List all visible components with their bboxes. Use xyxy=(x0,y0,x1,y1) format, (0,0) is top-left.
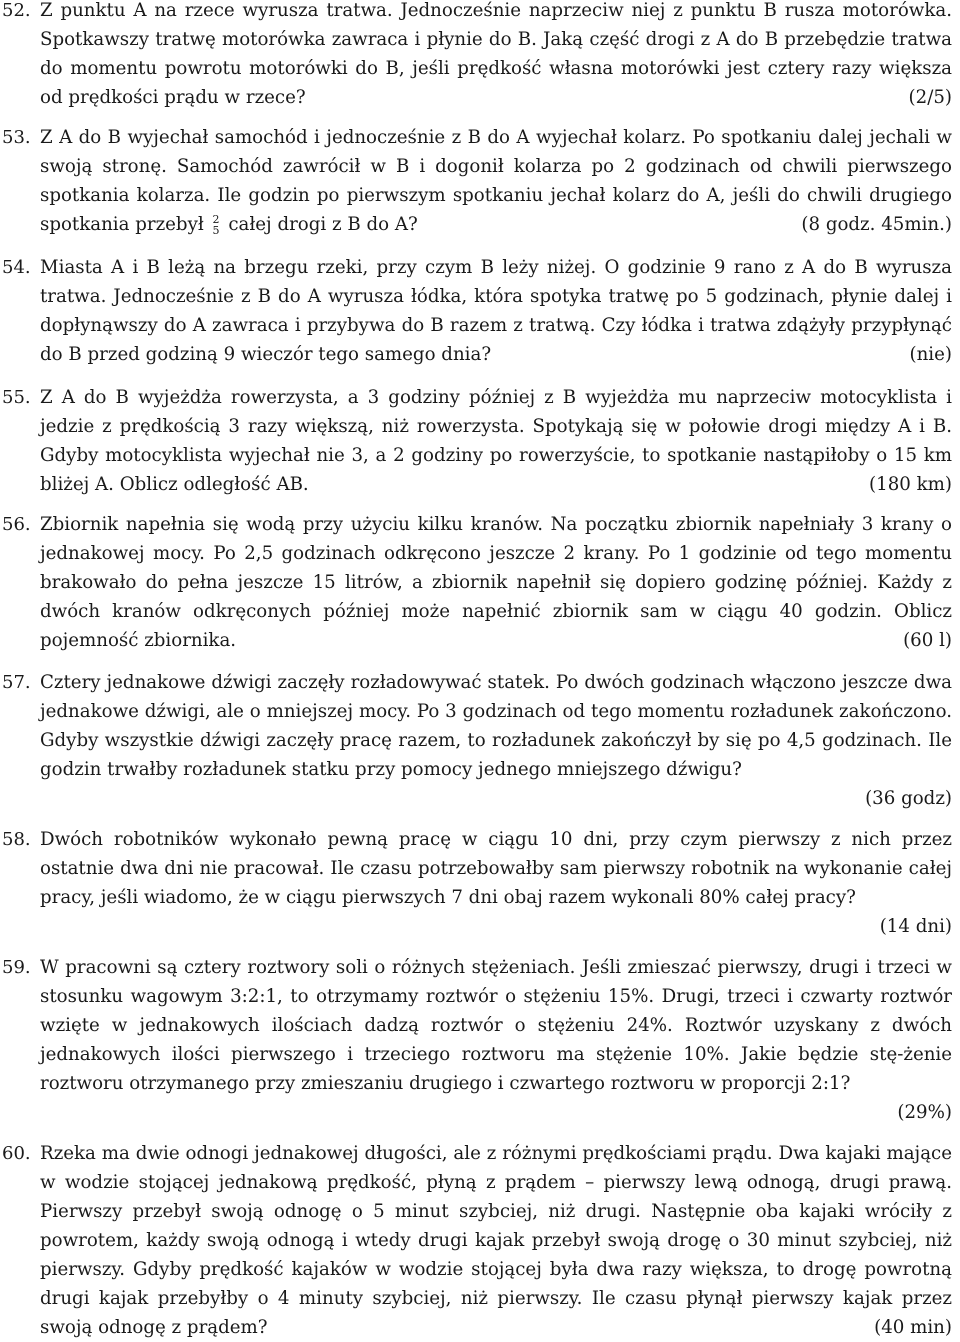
problem-answer: (36 godz) xyxy=(865,788,952,809)
problem-57 xyxy=(2,668,952,813)
problem-answer: (nie) xyxy=(909,344,952,365)
problem-text: Cztery jednakowe dźwigi zaczęły rozładowywać statek. Po dwóch godzinach włączono jeszcze dwa jednakowe dźwigi, ale o mniejszej mocy. Po 3 godzinach od tego momentu rozładunek zakończono. Gdyby wszystkie dźwigi zaczęły pracę razem, to rozładunek zakończył by się po 4,5 godzinach. Ile godzin trwałby rozładunek statku przy pomocy jednego mniejszego dźwigu? xyxy=(40,672,952,780)
problem-58 xyxy=(2,825,952,941)
problem-text-block xyxy=(40,510,952,655)
problem-number: 53. xyxy=(2,127,31,148)
problem-answer: (2/5) xyxy=(908,87,952,108)
problem-answer: (180 km) xyxy=(869,474,952,495)
problem-60 xyxy=(2,1139,952,1342)
problem-text-block xyxy=(40,1139,952,1342)
problem-answer: (8 godz. 45min.) xyxy=(801,214,952,235)
problem-text-block xyxy=(40,123,952,239)
problem-number: 60. xyxy=(2,1143,31,1164)
problem-52 xyxy=(2,0,952,112)
problem-text: Dwóch robotników wykonało pewną pracę w ciągu 10 dni, przy czym pierwszy z nich przez ostatnie dwa dni nie pracował. Ile czasu potrzebowałby sam pierwszy robotnik na wykonanie całej pracy, jeśli wiadomo, że w ciągu pierwszych 7 dni obaj razem wykonali 80% całej pracy? xyxy=(40,829,952,908)
problem-56 xyxy=(2,510,952,655)
problem-text-block xyxy=(40,953,952,1127)
problem-answer: (14 dni) xyxy=(879,916,952,937)
fraction-denominator: 5 xyxy=(212,224,220,237)
problem-text: Rzeka ma dwie odnogi jednakowej długości, ale z różnymi prędkościami prądu. Dwa kajaki mające w wodzie stojącej jednakową prędkość, płyną z prądem – pierwszy lewą odnogą, drugi prawą. Pierwszy przebył swoją odnogę o 5 minut szybciej, niż drugi. Następnie oba kajaki wróciły z powrotem, każdy swoją odnogą i wtedy drugi kajak przebył swoją drogę o 30 minut szybciej, niż pierwszy. Gdyby prędkość kajaków w wodzie stojącej była dwa razy większa, to drogę powrotną drugi kajak przebyłby o 4 minuty szybciej, niż pierwszy. Ile czasu płynął pierwszy kajak przez swoją odnogę z prądem? xyxy=(40,1143,952,1338)
problem-55 xyxy=(2,383,952,499)
problem-text-block xyxy=(40,383,952,499)
problem-59 xyxy=(2,953,952,1127)
problem-text-continued: całej drogi z B do A? xyxy=(228,214,418,235)
problem-text-block xyxy=(40,825,952,941)
problem-number: 56. xyxy=(2,514,31,535)
problem-text: Z A do B wyjechał samochód i jednocześnie z B do A wyjechał kolarz. Po spotkaniu dalej jechali w swoją stronę. Samochód zawrócił w B i dogonił kolarza po 2 godzinach od chwili pierwszego spotkania kolarza. Ile godzin po pierwszym spotkaniu jechał kolarz do A, jeśli do chwili drugiego spotkania przebył xyxy=(40,127,952,235)
problem-text-block xyxy=(40,253,952,369)
problem-53 xyxy=(2,123,952,239)
problem-number: 58. xyxy=(2,829,31,850)
problem-answer: (29%) xyxy=(897,1102,952,1123)
problem-text: Z A do B wyjeżdża rowerzysta, a 3 godziny później z B wyjeżdża mu naprzeciw motocyklista i jedzie z prędkością 3 razy większą, niż rowerzysta. Spotykają się w połowie drogi między A i B. Gdyby motocyklista wyjechał nie 3, a 2 godziny po rowerzyście, to spotkanie nastąpiłoby o 15 km bliżej A. Oblicz odległość AB. xyxy=(40,387,952,495)
problem-text: W pracowni są cztery roztwory soli o różnych stężeniach. Jeśli zmieszać pierwszy, drugi i trzeci w stosunku wagowym 3:2:1, to otrzymamy roztwór o stężeniu 15%. Drugi, trzeci i czwarty roztwór wzięte w jednakowych ilościach dadzą roztwór o stężeniu 24%. Roztwór uzyskany z dwóch jednakowych ilości pierwszego i trzeciego roztworu ma stężenie 10%. Jakie będzie stę-żenie roztworu otrzymanego przy zmieszaniu drugiego i czwartego roztworu w proporcji 2:1? xyxy=(40,957,952,1094)
problem-number: 57. xyxy=(2,672,31,693)
problem-answer: (40 min) xyxy=(874,1317,952,1338)
problem-text-block xyxy=(40,668,952,813)
problem-number: 59. xyxy=(2,957,31,978)
problem-answer: (60 l) xyxy=(903,630,952,651)
problem-text: Miasta A i B leżą na brzegu rzeki, przy czym B leży niżej. O godzinie 9 rano z A do B wyrusza tratwa. Jednocześnie z B do A wyrusza łódka, która spotyka tratwę po 5 godzinach, płynie dalej i dopłynąwszy do A zawraca i przybywa do B razem z tratwą. Czy łódka i tratwa zdążyły przypłynąć do B przed godziną 9 wieczór tego samego dnia? xyxy=(40,257,952,365)
problem-text: Z punktu A na rzece wyrusza tratwa. Jednocześnie naprzeciw niej z punktu B rusza motorówka. Spotkawszy tratwę motorówka zawraca i płynie do B. Jaką część drogi z A do B przebędzie tratwa do momentu powrotu motorówki do B, jeśli prędkość własna motorówki jest cztery razy większa od prędkości prądu w rzece? xyxy=(40,0,952,108)
fraction xyxy=(213,214,220,236)
problem-text: Zbiornik napełnia się wodą przy użyciu kilku kranów. Na początku zbiornik napełniały 3 krany o jednakowej mocy. Po 2,5 godzinach odkręcono jeszcze 2 krany. Po 1 godzinie od tego momentu brakowało do pełna jeszcze 15 litrów, a zbiornik napełnił się dopiero godzinę później. Każdy z dwóch kranów odkręconych później może napełnić zbiornik sam w ciągu 40 godzin. Oblicz pojemność zbiornika. xyxy=(40,514,952,651)
problem-text-block xyxy=(40,0,952,112)
problem-number: 55. xyxy=(2,387,31,408)
problem-number: 54. xyxy=(2,257,31,278)
problem-number: 52. xyxy=(2,0,31,21)
problem-54 xyxy=(2,253,952,369)
fraction-numerator: 2 xyxy=(212,213,220,226)
